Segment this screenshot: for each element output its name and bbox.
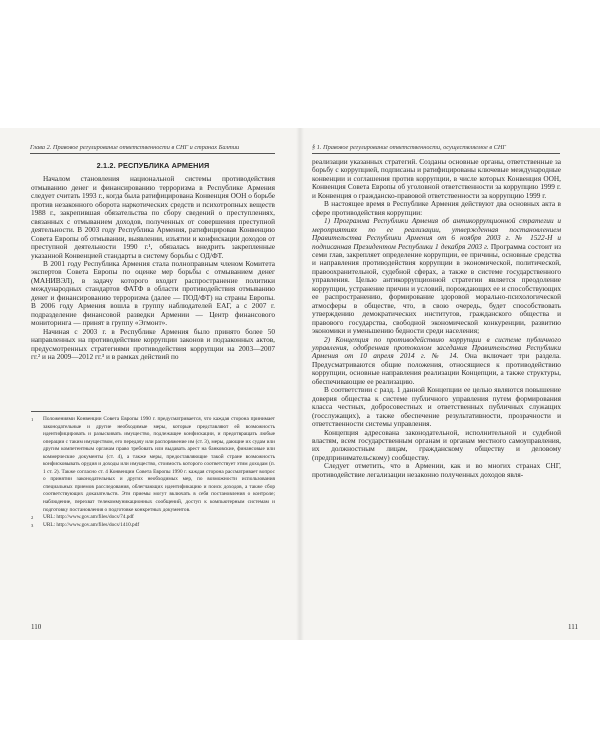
footnote-number: 1 (31, 417, 34, 422)
book-spread (0, 128, 600, 640)
paragraph: В соответствии с разд. 1 данной Концепции ее целью являются повышение доверия общества к системе публичного управления путем формирования класса честных, добросовестных и ответственных публичных служащих (госслужащих), а также обеспечение результативности, прозрачности и ответственности системы управления. (312, 385, 561, 429)
document-title: 1) Программа Республики Армения об антикоррупционной стратегии и мероприятиях по ее реализации, утвержденная постановлением Правительства Республики Армения от 6 ноября 2003 г. № 1522-Н и подписанная Президентом Республики 1 декабря 2003 г. (312, 216, 561, 251)
paragraph: Началом становления национальной системы противодействия отмыванию денег и финансированию терроризма в Республике Армения следует считать 1993 г., когда была ратифицирована Конвенция ООН о борьбе против незаконного оборота наркотических средств и психотропных веществ 1988 г., закрепившая обязательства по сбору сведений о преступлениях, связанных с отмыванием доходов, полученных от совершения преступной деятельности. В 2003 году Республика Армения, ратифицировав Конвенцию Совета Европы об отмывании, выявлении, изъятии и конфискации доходов от преступной деятельности 1990 г.¹, обязалась внедрить закрепленные указанной Конвенцией стандарты в систему борьбы с ОД/ФТ. (31, 174, 275, 260)
footnote-text: URL: http://www.gov.am/files/docs/74.pdf (43, 514, 134, 521)
section-title: 2.1.2. РЕСПУБЛИКА АРМЕНИЯ (96, 161, 210, 170)
paragraph: Концепция адресована законодательной, исполнительной и судебной властям, всем государственным органам и органам местного самоуправления, их должностным лицам, гражданскому обществу и деловому (предпринимательскому) сообществу. (312, 427, 561, 462)
paragraph-body: Программа состоит из семи глав, закрепляет определение коррупции, ее причины, основные средства и направления противодействия коррупции в экономической, политической, правоохранительной, судебной сферах, а также в системе государственного управления. Целью антикоррупционной стратегии является преодоление коррупции, устранение причин и условий, порождающих ее и способствующих ее распространению, формирование здоровой морально-психологической атмосферы в обществе, что, в свою очередь, будет способствовать утверждению демократических институтов, гражданского общества и правового государства, свободной экономической конкуренции, развитию экономики и уменьшению бедности среди населения; (312, 241, 561, 336)
left-page (0, 128, 300, 640)
right-page (300, 128, 600, 640)
running-head: Глава 2. Правовое регулирование ответственности в СНГ и странах Балтии (30, 144, 240, 151)
running-head: § 1. Правовое регулирование ответственности, осуществляемое в СНГ (312, 144, 506, 151)
paragraph: Начиная с 2003 г. в Республике Армения было принято более 50 направленных на противодействие коррупции законов и подзаконных актов, предусмотренных стратегиями противодействия коррупции на 2003—2007 гг.² и на 2009—2012 гг.³ и в рамках действий по (31, 326, 275, 361)
paragraph (312, 336, 561, 387)
footnote-text: URL: http://www.gov.am/files/docs/1410.pdf (43, 521, 140, 528)
footnote (31, 522, 275, 530)
header-rule (312, 153, 560, 154)
footnotes (31, 416, 275, 529)
footnote-rule (31, 411, 101, 412)
page-number: 110 (31, 623, 42, 631)
document-title: 2) Концепция по противодействию коррупции в системе публичного управления, одобренная протоколом заседания Правительства Республики Армения от 10 апреля 2014 г. № 14. (312, 334, 561, 361)
page-number: 111 (568, 623, 578, 631)
paragraph: реализации указанных стратегий. Созданы основные органы, ответственные за борьбу с коррупцией, подписаны и ратифицированы ключевые международные конвенции и соглашения против коррупции, в числе которых Конвенция ООН, Конвенция Совета Европы об уголовной ответственности за коррупцию 1999 г. и Конвенция о гражданско-правовой ответственности за коррупцию 1999 г. (312, 157, 561, 200)
paragraph: В 2001 году Республика Армения стала полноправным членом Комитета экспертов Совета Европы по оценке мер борьбы с отмыванием денег (МАНИВЭЛ), в задачу которого входит распространение политики международных стандартов ФАТФ в области противодействия отмыванию денег и финансированию терроризма (далее — ПОД/ФТ) на страны Европы. В 2006 году Армения вошла в группу наблюдателей ЕАГ, а с 2007 г. подразделение финансовой разведки Армении — Центр финансового мониторинга — принят в группу «Эгмонт». (31, 258, 275, 328)
footnote (31, 514, 275, 522)
header-rule (30, 153, 275, 154)
main-text-column (312, 158, 561, 479)
paragraph (312, 217, 561, 335)
paragraph: Следует отметить, что в Армении, как и во многих странах СНГ, противодействие легализации незаконно полученных доходов явля- (312, 461, 561, 479)
paragraph: В настоящее время в Республике Армения действуют два основных акта в сфере противодействия коррупции: (312, 199, 561, 217)
footnote-number: 3 (31, 522, 34, 528)
footnote-text: Положениями Конвенции Совета Европы 1990 г. предусматривается, что каждая сторона принимает законодательные и другие необходимые меры, которые представляют ей возможность идентифицировать и разыскивать имущество, подлежащее конфискации, и предотвращать любые операции с таким имуществом, его передачу или распоряжение им (ст. 3), меры, дающие их судам или другим компетентным органам право требовать или выдавать арест на банковские, финансовые или коммерческие документы (ст. 4), а также меры, предоставляющие такой стране возможность конфисковывать орудия и доходы или имущество, стоимость которого соответствует этим доходам (п. 1 ст. 2). Также согласно ст. 4 Конвенции Совета Европы 1990 г. каждая сторона рассматривает вопрос о принятии законодательных и других необходимых мер, по возможности использования специальных приемов расследования, облегчающих идентификацию и поиск доходов, а также сбор соответствующих доказательств. Эти приемы могут включать в себя постановления о контроле; наблюдение, перехват телекоммуникационных сообщений, доступ к компьютерным системам и подготовку постановления о подготовке конкретных документов. (43, 416, 275, 513)
main-text-column (31, 158, 275, 361)
footnote (31, 416, 275, 514)
paragraph-body: Она включает три раздела. Предусматриваются общие положения, относящиеся к противодействию коррупции, основные направления реализации Концепции, а также структуры, обеспечивающие ее реализацию. (312, 351, 561, 386)
footnote-number: 2 (31, 515, 34, 521)
